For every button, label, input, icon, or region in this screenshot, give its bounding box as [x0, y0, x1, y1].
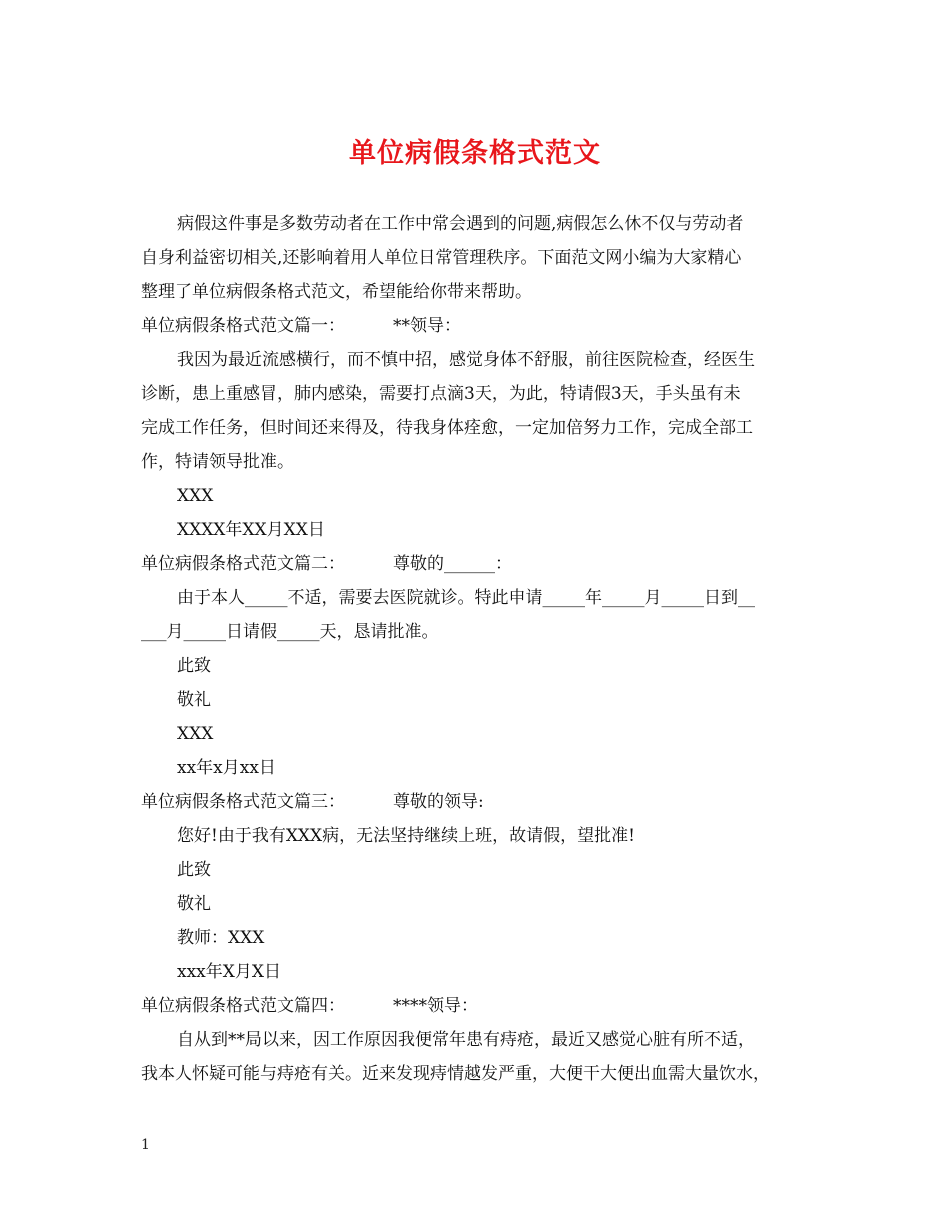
section-2-body-2: ___月_____日请假_____天，恳请批准。	[141, 622, 439, 642]
section-2-closing-1: 此致	[177, 656, 211, 676]
section-1-heading-line	[141, 309, 821, 343]
section-3-closing-2: 敬礼	[177, 894, 211, 914]
section-3-date: xxx年X月X日	[177, 962, 281, 982]
section-2-salutation: 尊敬的______：	[393, 554, 512, 574]
section-1-name: XXX	[177, 486, 214, 506]
section-4-heading: 单位病假条格式范文篇四：	[141, 996, 345, 1016]
section-4-body-2: 我本人怀疑可能与痔疮有关。近来发现痔情越发严重，大便干大便出血需大量饮水，	[141, 1064, 770, 1084]
section-1-heading: 单位病假条格式范文篇一：	[141, 316, 345, 336]
section-2-date: xx年x月xx日	[177, 758, 276, 778]
section-3-body: 您好!由于我有XXX病，无法坚持继续上班，故请假，望批准!	[177, 826, 635, 846]
section-3-heading-line	[141, 785, 821, 819]
section-1-body-4: 作，特请领导批准。	[141, 452, 294, 472]
section-2-heading-line	[141, 547, 821, 581]
document-body	[141, 207, 821, 1091]
intro-line-1: 病假这件事是多数劳动者在工作中常会遇到的问题,病假怎么休不仅与劳动者	[177, 214, 744, 234]
document-title: 单位病假条格式范文	[349, 138, 601, 169]
section-2-body-1: 由于本人_____不适，需要去医院就诊。特此申请_____年_____月_____日到__	[177, 588, 755, 608]
section-4-heading-line	[141, 989, 821, 1023]
section-1-body-3: 完成工作任务，但时间还来得及，待我身体痊愈，一定加倍努力工作，完成全部工	[141, 418, 753, 438]
section-2-heading: 单位病假条格式范文篇二：	[141, 554, 345, 574]
intro-line-2: 自身利益密切相关,还影响着用人单位日常管理秩序。下面范文网小编为大家精心	[141, 248, 742, 268]
section-4-body-1: 自从到**局以来，因工作原因我便常年患有痔疮，最近又感觉心脏有所不适，	[177, 1030, 755, 1050]
section-3-salutation: 尊敬的领导:	[393, 792, 484, 812]
section-1-date: XXXX年XX月XX日	[177, 520, 325, 540]
section-1-body-2: 诊断，患上重感冒，肺内感染，需要打点滴3天，为此，特请假3天，手头虽有未	[141, 384, 741, 404]
section-1-body-1: 我因为最近流感横行，而不慎中招，感觉身体不舒服，前往医院检查，经医生	[177, 350, 755, 370]
section-2-closing-2: 敬礼	[177, 690, 211, 710]
intro-line-3: 整理了单位病假条格式范文，希望能给你带来帮助。	[141, 282, 532, 302]
section-2-name: XXX	[177, 724, 214, 744]
section-3-closing-1: 此致	[177, 860, 211, 880]
section-3-name: 教师：XXX	[177, 928, 265, 948]
page-number: 1	[141, 1137, 150, 1153]
section-3-heading: 单位病假条格式范文篇三：	[141, 792, 345, 812]
section-4-salutation: ****领导：	[393, 996, 478, 1016]
section-1-salutation: **领导：	[393, 316, 461, 336]
